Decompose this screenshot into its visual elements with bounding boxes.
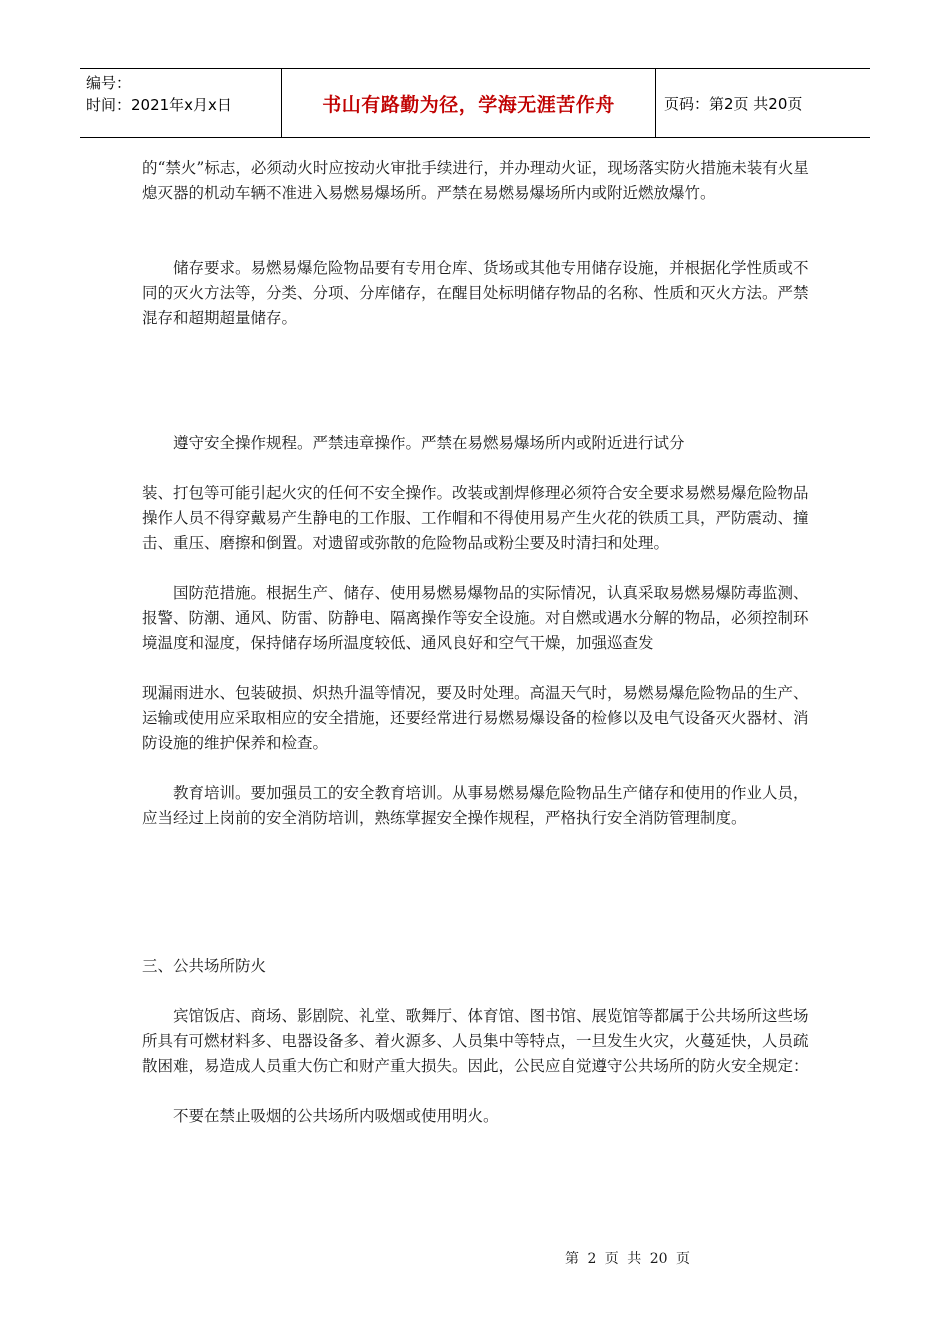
serial-label: 编号： xyxy=(86,74,132,92)
paragraph: 现漏雨进水、包装破损、炽热升温等情况，要及时处理。高温天气时，易燃易爆危险物品的生产、运输或使用应采取相应的安全措施，还要经常进行易燃易爆设备的检修以及电气设备灭火器材、消防设施的维护保养和检查。 xyxy=(142,684,809,752)
paragraph: 装、打包等可能引起火灾的任何不安全操作。改装或割焊修理必须符合安全要求易燃易爆危险物品操作人员不得穿戴易产生静电的工作服、工作帽和不得使用易产生火花的铁质工具，严防震动、撞击、重压、磨擦和倒置。对遗留或弥散的危险物品或粉尘要及时清扫和处理。 xyxy=(142,484,809,552)
paragraph: 遵守安全操作规程。严禁违章操作。严禁在易燃易爆场所内或附近进行试分 xyxy=(173,434,685,452)
page-header xyxy=(80,68,870,138)
document-body xyxy=(142,156,810,1129)
paragraph: 教育培训。要加强员工的安全教育培训。从事易燃易爆危险物品生产储存和使用的作业人员，应当经过上岗前的安全消防培训，熟练掌握安全操作规程，严格执行安全消防管理制度。 xyxy=(142,784,809,827)
page-footer: 第 2 页 共 20 页 xyxy=(565,1251,690,1267)
header-page-info: 页码：第2页 共20页 xyxy=(664,94,803,113)
header-meta xyxy=(80,69,282,137)
section-heading: 三、公共场所防火 xyxy=(142,957,267,975)
header-motto: 书山有路勤为径，学海无涯苦作舟 xyxy=(282,69,656,137)
paragraph: 宾馆饭店、商场、影剧院、礼堂、歌舞厅、体育馆、图书馆、展览馆等都属于公共场所这些场所具有可燃材料多、电器设备多、着火源多、人员集中等特点，一旦发生火灾，火蔓延快，人员疏散困难，易造成人员重大伤亡和财产重大损失。因此，公民应自觉遵守公共场所的防火安全规定： xyxy=(142,1007,809,1075)
paragraph: 国防范措施。根据生产、储存、使用易燃易爆物品的实际情况，认真采取易燃易爆防毒监测、报警、防潮、通风、防雷、防静电、隔离操作等安全设施。对自燃或遇水分解的物品，必须控制环境温度和湿度，保持储存场所温度较低、通风良好和空气干燥，加强巡查发 xyxy=(142,584,809,652)
paragraph: 的“禁火”标志，必须动火时应按动火审批手续进行，并办理动火证，现场落实防火措施未装有火星熄灭器的机动车辆不准进入易燃易爆场所。严禁在易燃易爆场所内或附近燃放爆竹。 xyxy=(142,159,809,202)
paragraph: 不要在禁止吸烟的公共场所内吸烟或使用明火。 xyxy=(173,1107,499,1125)
paragraph: 储存要求。易燃易爆危险物品要有专用仓库、货场或其他专用储存设施，并根据化学性质或不同的灭火方法等，分类、分项、分库储存，在醒目处标明储存物品的名称、性质和灭火方法。严禁混存和超期超量储存。 xyxy=(142,259,809,327)
time-label: 时间：2021年x月x日 xyxy=(86,96,232,114)
